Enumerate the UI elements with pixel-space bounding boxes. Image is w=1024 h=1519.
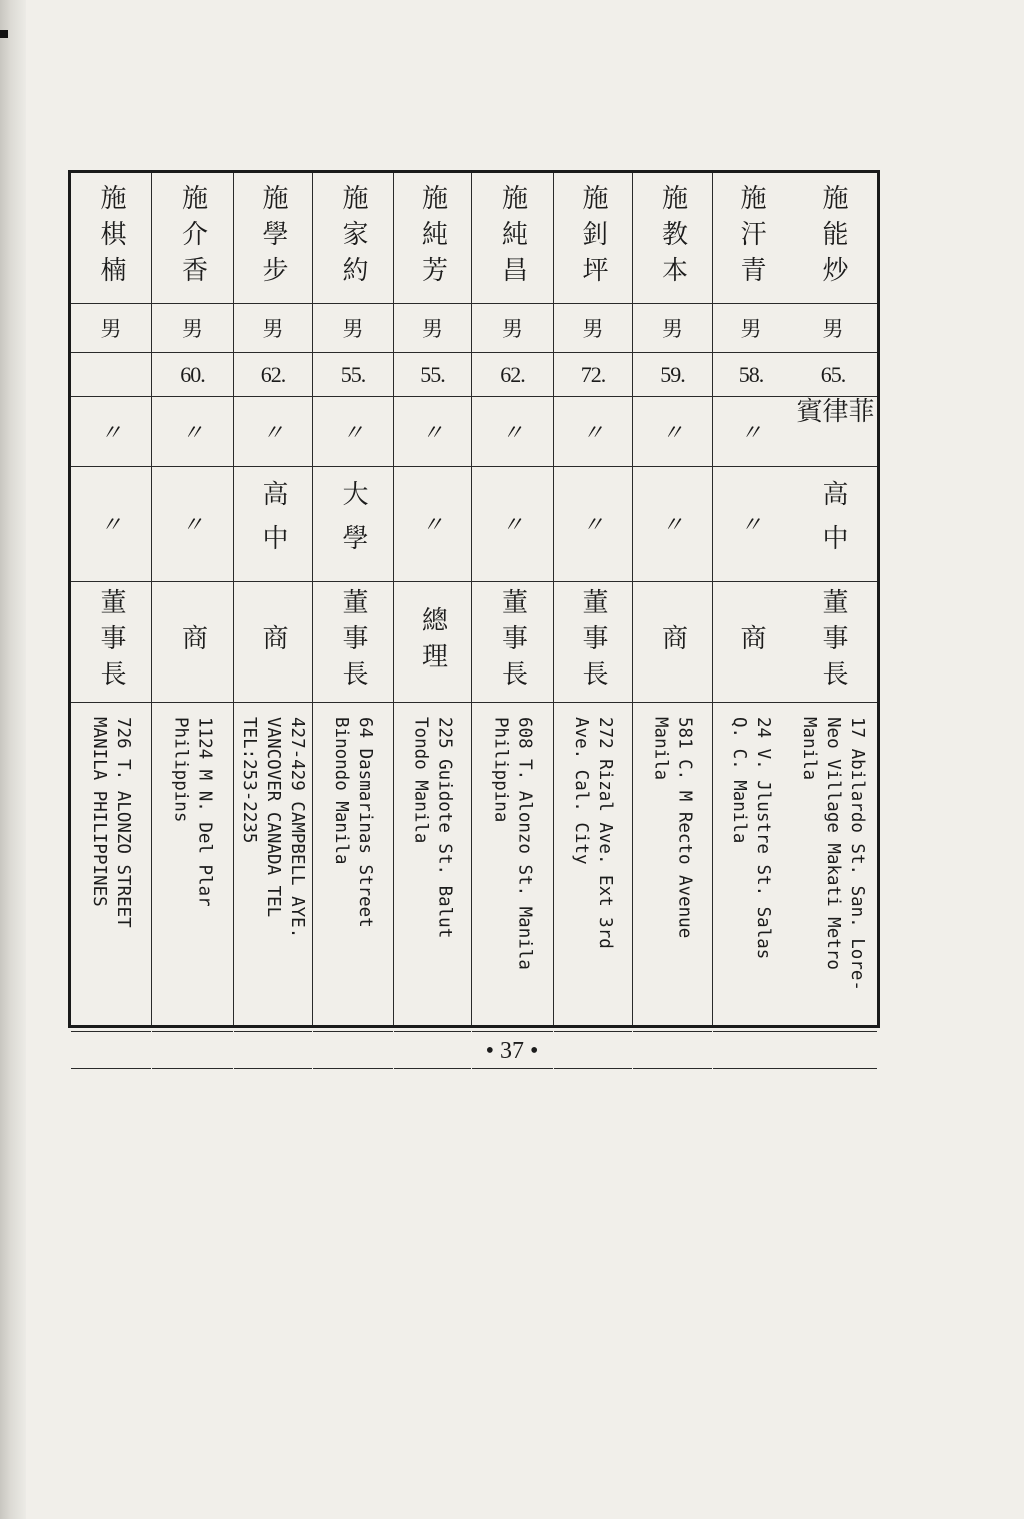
nationality-text: 〃 — [181, 420, 204, 445]
education-text: 〃 — [99, 512, 122, 537]
age-cell — [633, 353, 712, 397]
occupation-cell — [152, 582, 233, 703]
education-cell — [71, 466, 151, 582]
person-column — [553, 173, 632, 1025]
name-text: 施介香 — [177, 184, 208, 292]
nationality-cell — [394, 397, 471, 467]
sex-text: 男 — [262, 317, 284, 341]
nationality-text: 菲律賓 — [792, 397, 874, 433]
occupation-text: 商 — [736, 624, 766, 660]
address-text: 1124 M N. Del Plar Philippins — [170, 717, 215, 907]
address-cell — [789, 703, 877, 1032]
age-text: 59. — [660, 361, 685, 387]
nationality-cell — [554, 397, 632, 467]
address-text: 427-429 CAMPBELL AYE. VANCOVER CANADA TEL TEL:253-2235 — [239, 717, 307, 939]
address-text: 225 Guidote St. Balut Tondo Manila — [410, 717, 455, 939]
sex-cell — [713, 304, 789, 353]
name-cell — [633, 173, 712, 304]
occupation-text: 董事長 — [96, 588, 126, 696]
occupation-cell — [472, 582, 553, 703]
margin-mark — [0, 30, 8, 38]
occupation-text: 董事長 — [578, 588, 608, 696]
occupation-text: 董事長 — [497, 588, 528, 696]
name-cell — [713, 173, 789, 304]
nationality-cell — [71, 397, 151, 467]
education-text: 高中 — [258, 479, 288, 568]
address-cell — [633, 703, 712, 1032]
sex-text: 男 — [422, 317, 443, 341]
address-text: 24 V. Jlustre St. Salas Q. C. Manila — [729, 717, 773, 960]
education-cell — [633, 466, 712, 582]
age-cell — [71, 353, 151, 397]
nationality-text: 〃 — [501, 420, 524, 445]
address-text: 608 T. Alonzo St. Manila Philippina — [490, 717, 535, 970]
name-text: 施學步 — [258, 184, 288, 292]
age-text: 55. — [340, 361, 366, 387]
name-text: 施能炒 — [818, 184, 848, 292]
occupation-text: 商 — [657, 624, 688, 660]
address-text: 17 Abilardo St. San. Lore- Neo Village Makati Metro Manila — [799, 717, 867, 991]
education-text: 〃 — [181, 512, 204, 537]
age-cell — [152, 353, 233, 397]
person-column — [312, 173, 393, 1025]
education-text: 〃 — [739, 512, 762, 537]
sex-text: 男 — [822, 317, 844, 341]
age-text: 72. — [580, 361, 606, 387]
name-cell — [234, 173, 312, 304]
age-cell — [394, 353, 471, 397]
person-column — [151, 173, 233, 1025]
age-text: 62. — [260, 361, 286, 387]
address-cell — [472, 703, 553, 1032]
address-text: 64 Dasmarinas Street Binondo Manila — [331, 717, 375, 928]
occupation-text: 商 — [258, 624, 288, 660]
address-cell — [234, 703, 312, 1032]
age-text: 65. — [820, 361, 846, 387]
occupation-text: 董事長 — [818, 588, 848, 696]
nationality-cell — [633, 397, 712, 467]
occupation-text: 總理 — [417, 606, 448, 678]
name-text: 施釗坪 — [578, 184, 608, 292]
occupation-cell — [71, 582, 151, 703]
address-cell — [152, 703, 233, 1032]
name-cell — [313, 173, 393, 304]
name-cell — [71, 173, 151, 304]
nationality-text: 〃 — [99, 420, 122, 445]
address-text: 581 C. M Recto Avenue Manila — [650, 717, 695, 939]
education-text: 大學 — [338, 479, 368, 568]
nationality-cell — [472, 397, 553, 467]
age-cell — [554, 353, 632, 397]
page-number: • 37 • — [485, 1038, 539, 1064]
age-cell — [472, 353, 553, 397]
age-text: 55. — [420, 361, 445, 387]
occupation-cell — [713, 582, 789, 703]
education-cell — [554, 466, 632, 582]
nationality-cell — [234, 397, 312, 467]
education-text: 〃 — [661, 512, 684, 537]
person-column — [789, 173, 877, 1025]
name-cell — [789, 173, 877, 304]
education-text: 〃 — [421, 512, 444, 537]
age-cell — [234, 353, 312, 397]
age-cell — [789, 353, 877, 397]
sex-text: 男 — [100, 317, 122, 341]
education-text: 〃 — [501, 512, 524, 537]
sex-cell — [313, 304, 393, 353]
address-text: 272 Rizal Ave. Ext 3rd Ave. Cal. City — [571, 717, 615, 949]
name-text: 施家約 — [338, 184, 368, 292]
sex-text: 男 — [182, 317, 203, 341]
name-cell — [554, 173, 632, 304]
address-cell — [394, 703, 471, 1032]
sex-cell — [234, 304, 312, 353]
education-cell — [472, 466, 553, 582]
occupation-cell — [554, 582, 632, 703]
age-text: 62. — [500, 361, 525, 387]
sex-cell — [472, 304, 553, 353]
age-text: 58. — [738, 361, 764, 387]
sex-cell — [789, 304, 877, 353]
name-text: 施棋楠 — [96, 184, 126, 292]
sex-cell — [152, 304, 233, 353]
nationality-text: 〃 — [581, 420, 604, 445]
occupation-text: 商 — [177, 624, 208, 660]
nationality-text: 〃 — [421, 420, 444, 445]
address-cell — [554, 703, 632, 1032]
name-text: 施教本 — [657, 184, 688, 292]
occupation-cell — [789, 582, 877, 703]
nationality-text: 〃 — [739, 420, 762, 445]
name-cell — [472, 173, 553, 304]
education-cell — [789, 466, 877, 582]
address-cell — [713, 703, 789, 1032]
occupation-cell — [313, 582, 393, 703]
sex-cell — [633, 304, 712, 353]
education-cell — [152, 466, 233, 582]
sex-text: 男 — [342, 317, 364, 341]
sex-cell — [554, 304, 632, 353]
education-text: 〃 — [581, 512, 604, 537]
person-column — [233, 173, 312, 1025]
name-cell — [394, 173, 471, 304]
nationality-text: 〃 — [261, 420, 284, 445]
occupation-text: 董事長 — [338, 588, 368, 696]
address-cell — [71, 703, 151, 1032]
person-column — [71, 173, 151, 1025]
page-edge-shadow — [0, 0, 26, 1519]
education-cell — [394, 466, 471, 582]
address-text: 726 T. ALONZO STREET MANILA PHILIPPINES — [89, 717, 133, 928]
nationality-text: 〃 — [661, 420, 684, 445]
occupation-cell — [394, 582, 471, 703]
education-cell — [313, 466, 393, 582]
sex-text: 男 — [662, 317, 683, 341]
nationality-cell — [713, 397, 789, 467]
nationality-cell — [313, 397, 393, 467]
name-text: 施汗青 — [736, 184, 766, 292]
name-text: 施純昌 — [497, 184, 528, 292]
person-column — [471, 173, 553, 1025]
occupation-cell — [234, 582, 312, 703]
age-cell — [713, 353, 789, 397]
name-text: 施純芳 — [417, 184, 448, 292]
nationality-cell — [152, 397, 233, 467]
education-cell — [713, 466, 789, 582]
occupation-cell — [633, 582, 712, 703]
name-cell — [152, 173, 233, 304]
sex-text: 男 — [502, 317, 523, 341]
sex-cell — [71, 304, 151, 353]
person-column — [393, 173, 471, 1025]
education-text: 高中 — [818, 479, 848, 568]
age-text: 60. — [180, 361, 205, 387]
education-cell — [234, 466, 312, 582]
address-cell — [313, 703, 393, 1032]
nationality-text: 〃 — [341, 420, 364, 445]
sex-text: 男 — [582, 317, 604, 341]
person-column — [632, 173, 712, 1025]
member-register-table — [68, 170, 880, 1028]
age-cell — [313, 353, 393, 397]
sex-cell — [394, 304, 471, 353]
person-column — [712, 173, 789, 1025]
nationality-cell — [789, 397, 877, 467]
sex-text: 男 — [740, 317, 762, 341]
